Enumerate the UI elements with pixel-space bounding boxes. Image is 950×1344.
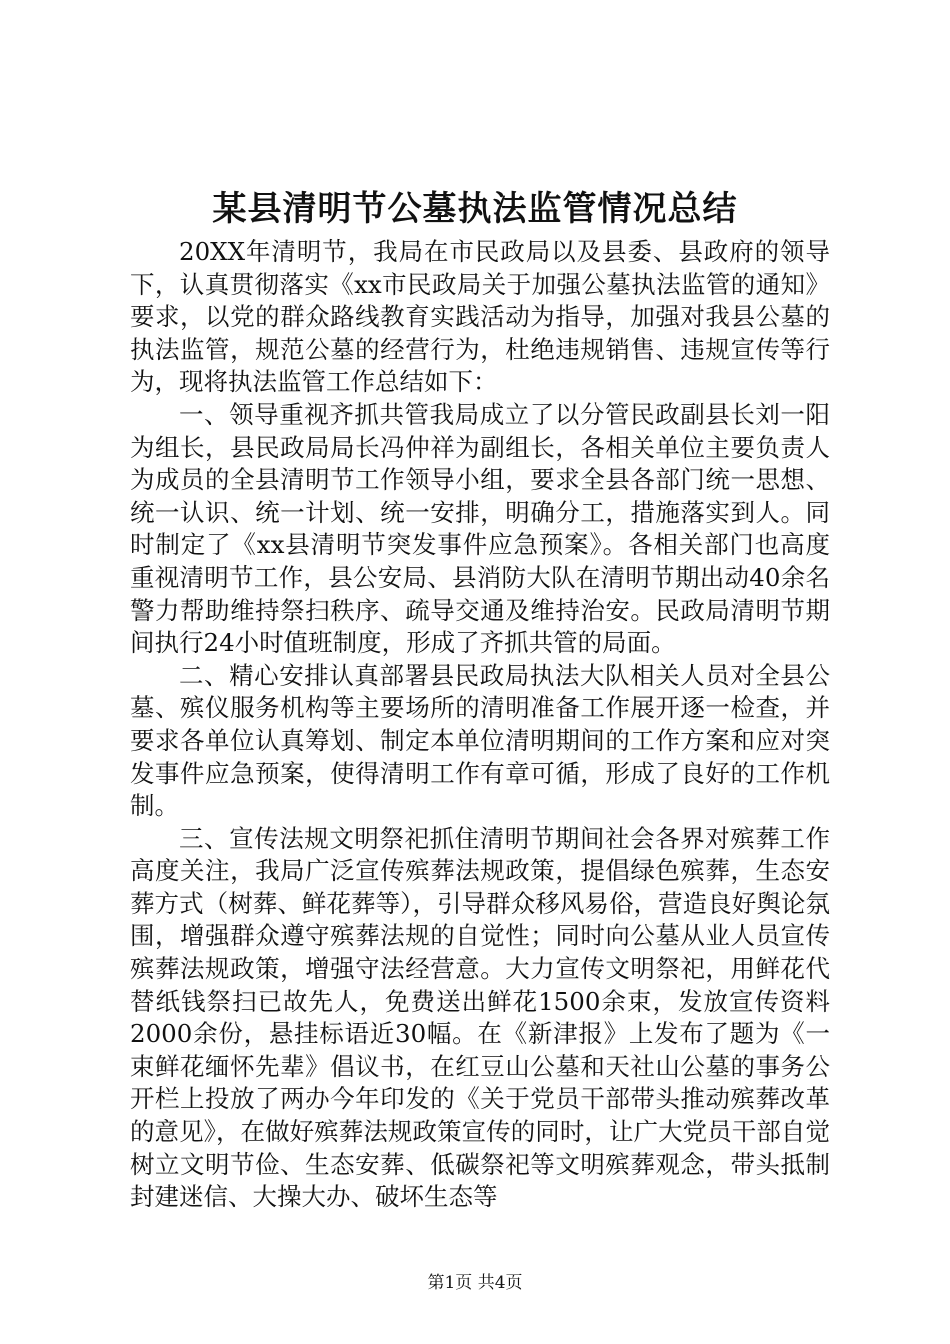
- page-number-footer: 第1页 共4页: [427, 1273, 523, 1293]
- document-body: [130, 236, 830, 1214]
- document-title: 某县清明节公墓执法监管情况总结: [212, 189, 738, 229]
- paragraph-section-3: 三、宣传法规文明祭祀抓住清明节期间社会各界对殡葬工作高度关注，我局广泛宣传殡葬法规政策，提倡绿色殡葬，生态安葬方式（树葬、鲜花葬等），引导群众移风易俗，营造良好舆论氛围，增强群众遵守殡葬法规的自觉性；同时向公墓从业人员宣传殡葬法规政策，增强守法经营意。大力宣传文明祭祀，用鲜花代替纸钱祭扫已故先人，免费送出鲜花1500余束，发放宣传资料2000余份，悬挂标语近30幅。在《新津报》上发布了题为《一束鲜花缅怀先辈》倡议书，在红豆山公墓和天社山公墓的事务公开栏上投放了两办今年印发的《关于党员干部带头推动殡葬改革的意见》，在做好殡葬法规政策宣传的同时，让广大党员干部自觉树立文明节俭、生态安葬、低碳祭祀等文明殡葬观念，带头抵制封建迷信、大操大办、破坏生态等: [130, 823, 830, 1212]
- paragraph-section-1: 一、领导重视齐抓共管我局成立了以分管民政副县长刘一阳为组长，县民政局局长冯仲祥为副组长，各相关单位主要负责人为成员的全县清明节工作领导小组，要求全县各部门统一思想、统一认识、统一计划、统一安排，明确分工，措施落实到人。同时制定了《xx县清明节突发事件应急预案》。各相关部门也高度重视清明节工作，县公安局、县消防大队在清明节期出动40余名警力帮助维持祭扫秩序、疏导交通及维持治安。民政局清明节期间执行24小时值班制度，形成了齐抓共管的局面。: [130, 399, 830, 658]
- paragraph-section-2: 二、精心安排认真部署县民政局执法大队相关人员对全县公墓、殡仪服务机构等主要场所的清明准备工作展开逐一检查，并要求各单位认真筹划、制定本单位清明期间的工作方案和应对突发事件应急预案，使得清明工作有章可循，形成了良好的工作机制。: [130, 660, 830, 821]
- paragraph-intro: 20XX年清明节，我局在市民政局以及县委、县政府的领导下，认真贯彻落实《xx市民政局关于加强公墓执法监管的通知》要求，以党的群众路线教育实践活动为指导，加强对我县公墓的执法监管，规范公墓的经营行为，杜绝违规销售、违规宣传等行为，现将执法监管工作总结如下：: [130, 237, 830, 397]
